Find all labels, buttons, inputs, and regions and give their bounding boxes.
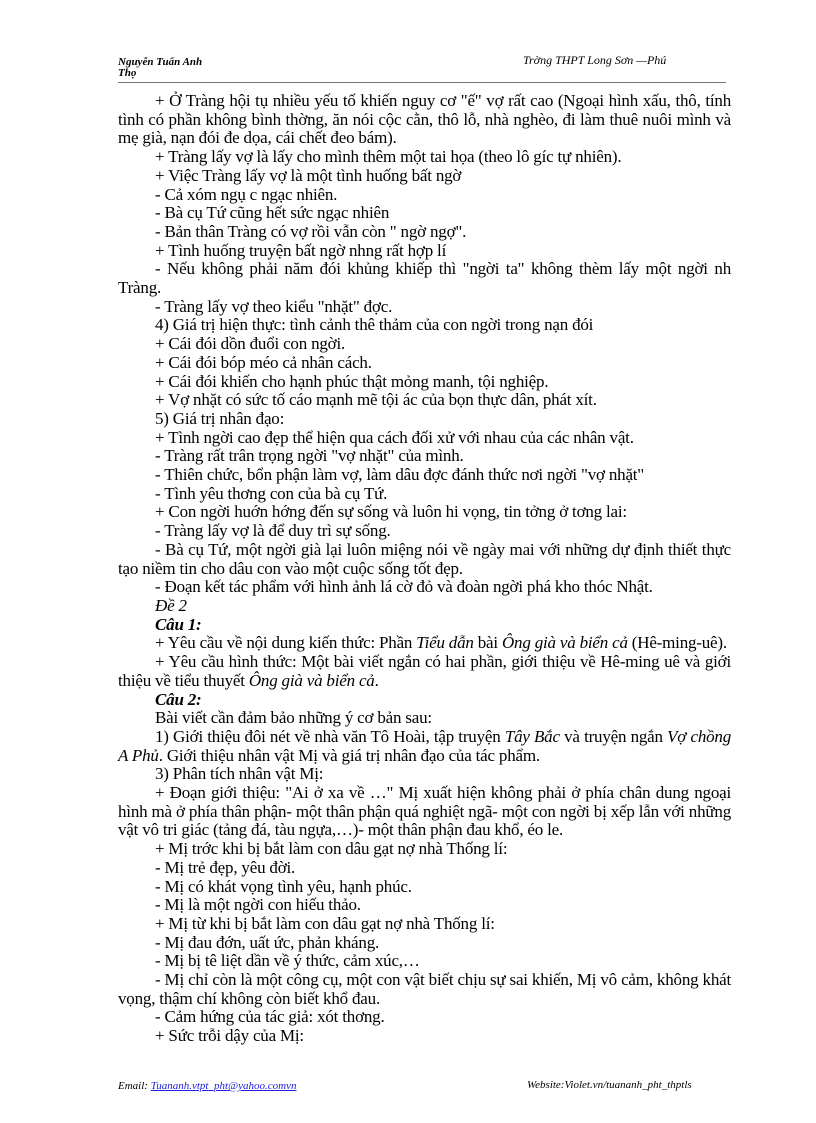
text-segment: + Đoạn giới thiệu: "Ai ở xa về …" Mị xuất hiện không phải ở phía chân dung ngoại hình mà ở phía thân phận- một thân phận quá nghiệt ngã- một con ngời bị xếp lẫn với những vật vô tri giác (tảng đá, tàu ngựa,…)- một thân phận đau khổ, éo le. (118, 783, 731, 840)
paragraph (118, 522, 731, 541)
paragraph (118, 391, 731, 410)
paragraph (118, 204, 731, 223)
text-segment: 4) Giá trị hiện thực: tình cảnh thê thảm của con ngời trong nạn đói (155, 315, 594, 335)
text-segment: . (374, 670, 379, 690)
paragraph (118, 541, 731, 578)
paragraph (118, 242, 731, 261)
text-segment: - Đoạn kết tác phẩm với hình ảnh lá cờ đỏ và đoàn ngời phá kho thóc Nhật. (155, 577, 653, 597)
paragraph (118, 466, 731, 485)
footer-email (118, 1080, 296, 1092)
text-segment: - Bà cụ Tứ cũng hết sức ngạc nhiên (155, 203, 390, 223)
paragraph (118, 485, 731, 504)
text-segment: Đề 2 (155, 595, 187, 615)
text-segment: - Mị trẻ đẹp, yêu đời. (155, 857, 296, 877)
text-segment: - Bản thân Tràng có vợ rồi vẫn còn " ngờ ngợ". (155, 221, 467, 241)
text-segment: 1) Giới thiệu đôi nét về nhà văn Tô Hoài, tập truyện (155, 726, 505, 746)
italic-title: Ông già và biển cả (501, 633, 628, 653)
section-heading (118, 616, 731, 635)
italic-title: Tây Bắc (504, 726, 560, 746)
paragraph (118, 260, 731, 297)
text-segment: 3) Phân tích nhân vật Mị: (155, 764, 324, 784)
text-segment: - Mị chỉ còn là một công cụ, một con vật biết chịu sự sai khiến, Mị vô cảm, không khát vọng, thậm chí không còn biết khổ đau. (118, 970, 731, 1008)
text-segment: - Cả xóm ngụ c ngạc nhiên. (155, 184, 338, 204)
text-segment: + Mị từ khi bị bắt làm con dâu gạt nợ nhà Thống lí: (155, 913, 495, 933)
paragraph (118, 971, 731, 1008)
text-segment: - Tràng lấy vợ theo kiểu "nhặt" đợc. (155, 296, 393, 316)
paragraph (118, 429, 731, 448)
paragraph (118, 298, 731, 317)
website-url: Violet.vn/tuananh_pht_thptls (564, 1079, 692, 1091)
text-segment: 5) Giá trị nhân đạo: (155, 408, 285, 428)
italic-title: Tiểu dẫn (416, 633, 474, 653)
paragraph (118, 1027, 731, 1046)
paragraph (118, 410, 731, 429)
text-segment: - Cảm hứng của tác giả: xót thơng. (155, 1007, 385, 1027)
text-segment: - Mị đau đớn, uất ức, phản kháng. (155, 932, 380, 952)
header-rule (118, 82, 726, 83)
website-label: Website: (527, 1079, 565, 1091)
document-body (118, 92, 731, 1046)
paragraph (118, 223, 731, 242)
paragraph (118, 934, 731, 953)
paragraph (118, 373, 731, 392)
paragraph (118, 186, 731, 205)
paragraph (118, 578, 731, 597)
author-name: Nguyễn Tuấn Anh (118, 56, 203, 68)
text-segment: + Con ngời huớn hớng đến sự sống và luôn hi vọng, tin tởng ở tơng lai: (155, 502, 627, 522)
paragraph (118, 728, 731, 765)
text-segment: - Tình yêu thơng con của bà cụ Tứ. (155, 483, 388, 503)
text-segment: + Cái đói khiến cho hạnh phúc thật mỏng manh, tội nghiệp. (155, 371, 549, 391)
text-segment: bài (473, 633, 502, 653)
paragraph (118, 952, 731, 971)
paragraph (118, 653, 731, 690)
text-segment: + Việc Tràng lấy vợ là một tình huống bất ngờ (155, 165, 462, 185)
paragraph (118, 634, 731, 653)
paragraph (118, 765, 731, 784)
footer-website (527, 1079, 692, 1091)
paragraph (118, 1008, 731, 1027)
header-author (118, 57, 202, 79)
paragraph (118, 840, 731, 859)
paragraph (118, 92, 731, 148)
text-segment: - Bà cụ Tứ, một ngời già lại luôn miệng nói về ngày mai với những dự định thiết thực tạo niềm tin cho dâu con vào một cuộc sống tốt đẹp. (118, 539, 731, 578)
paragraph (118, 503, 731, 522)
paragraph (118, 335, 731, 354)
text-segment: - Thiên chức, bổn phận làm vợ, làm dâu đợc đánh thức nơi ngời "vợ nhặt" (155, 465, 645, 485)
paragraph (118, 597, 731, 616)
paragraph (118, 896, 731, 915)
paragraph (118, 447, 731, 466)
text-segment: + Cái đói dồn đuổi con ngời. (155, 334, 346, 354)
text-segment: + Ở Tràng hội tụ nhiều yếu tố khiến nguy cơ "ế" vợ rất cao (Ngoại hình xấu, thô, tính tình có phần không bình thờng, ăn nói cộc cằn, thô lỗ, nhà nghèo, đi làm thuê nuôi mình và mẹ già, nạn đói đe dọa, cái chết đeo bám). (118, 91, 731, 148)
text-segment: + Yêu cầu hình thức: Một bài viết ngắn có hai phần, giới thiệu về Hê-ming uê và giới thiệu về tiểu thuyết (118, 652, 731, 690)
text-segment: + Tình huống truyện bất ngờ nhng rất hợp lí (155, 240, 447, 260)
italic-title: Ông già và biển cả (248, 670, 375, 690)
text-segment: (Hê-ming-uê). (627, 633, 727, 653)
paragraph (118, 915, 731, 934)
paragraph (118, 316, 731, 335)
text-segment: - Tràng rất trân trọng ngời "vợ nhặt" của mình. (155, 446, 464, 466)
text-segment: . Giới thiệu nhân vật Mị và giá trị nhân đạo của tác phẩm. (158, 745, 540, 765)
paragraph (118, 167, 731, 186)
header-school: Trờng THPT Long Sơn —Phú (523, 53, 667, 67)
author-location: Thọ (118, 67, 137, 79)
text-segment: + Tình ngời cao đẹp thể hiện qua cách đối xử với nhau của các nhân vật. (155, 427, 634, 447)
text-segment: + Tràng lấy vợ là lấy cho mình thêm một tai họa (theo lô gíc tự nhiên). (155, 147, 622, 167)
italic-title: Vợ chồng A Phủ (118, 726, 732, 765)
email-link[interactable]: Tuananh.vtpt_pht@yahoo.comvn (150, 1080, 297, 1092)
paragraph (118, 709, 731, 728)
paragraph (118, 859, 731, 878)
text-segment: - Mị có khát vọng tình yêu, hạnh phúc. (155, 876, 412, 896)
text-segment: + Vợ nhặt có sức tố cáo mạnh mẽ tội ác của bọn thực dân, phát xít. (155, 390, 597, 410)
paragraph (118, 784, 731, 840)
section-heading (118, 691, 731, 710)
text-segment: - Mị là một ngời con hiếu thảo. (155, 895, 361, 915)
text-segment: + Yêu cầu về nội dung kiến thức: Phần (155, 633, 417, 653)
paragraph (118, 878, 731, 897)
text-segment: - Mị bị tê liệt dần về ý thức, cảm xúc,… (155, 951, 420, 971)
text-segment: - Nếu không phải năm đói khủng khiếp thì "ngời ta" không thèm lấy một ngời nh Tràng. (118, 259, 731, 298)
text-segment: + Mị trớc khi bị bắt làm con dâu gạt nợ nhà Thống lí: (155, 839, 508, 859)
text-segment: + Cái đói bóp méo cả nhân cách. (155, 352, 372, 372)
text-segment: và truyện ngắn (559, 726, 668, 746)
email-label: Email: (118, 1080, 151, 1092)
text-segment: Câu 2: (155, 689, 202, 709)
text-segment: + Sức trỗi dậy của Mị: (155, 1026, 304, 1046)
paragraph (118, 148, 731, 167)
text-segment: Bài viết cần đảm bảo những ý cơ bản sau: (155, 708, 432, 728)
paragraph (118, 354, 731, 373)
text-segment: Câu 1: (155, 614, 202, 634)
text-segment: - Tràng lấy vợ là để duy trì sự sống. (155, 521, 391, 541)
